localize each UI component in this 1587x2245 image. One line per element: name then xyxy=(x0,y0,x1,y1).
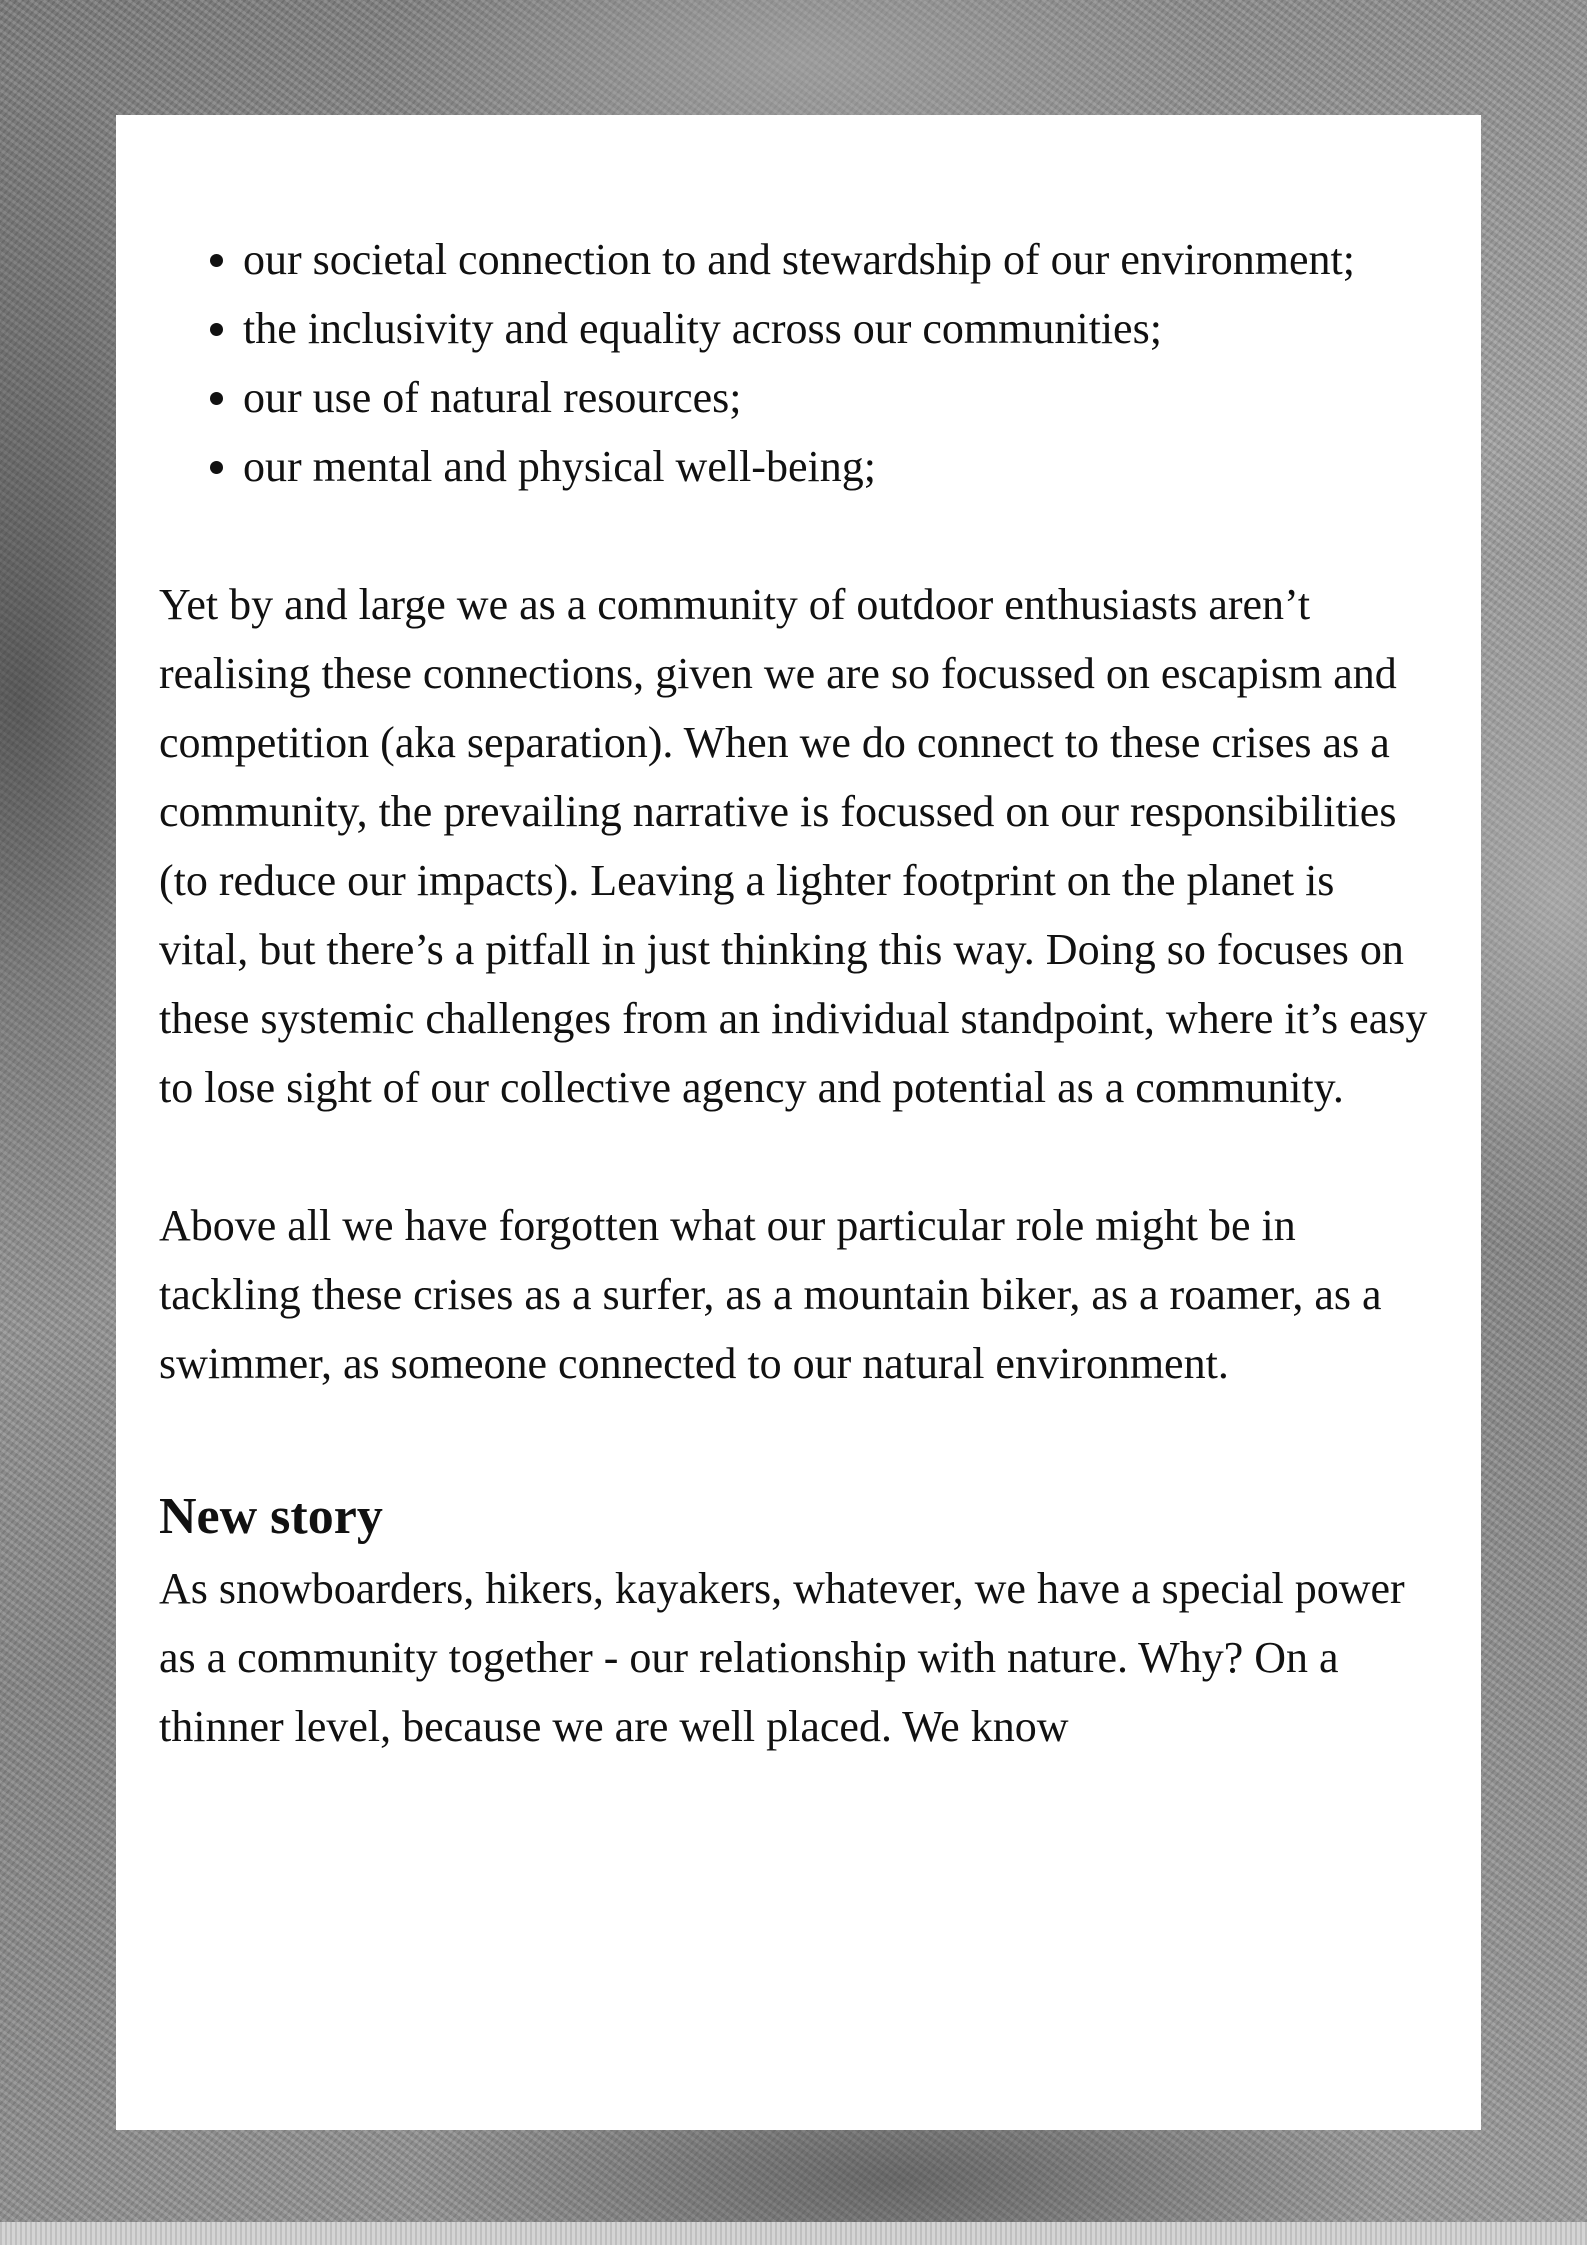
list-item: • our use of natural resources; xyxy=(243,363,1431,432)
bullet-list xyxy=(159,225,1431,501)
list-item: • our mental and physical well-being; xyxy=(243,432,1431,501)
document-page xyxy=(116,115,1481,2130)
section-paragraph: As snowboarders, hikers, kayakers, whatever, we have a special power as a community together - our relationship with nature. Why? On a thinner level, because we are well placed. We know xyxy=(159,1564,1405,1751)
list-item: • our societal connection to and stewardship of our environment; xyxy=(243,225,1431,294)
paragraph-role: Above all we have forgotten what our particular role might be in tackling these crises as a surfer, as a mountain biker, as a roamer, as a swimmer, as someone connected to our natural environment. xyxy=(159,1201,1382,1388)
list-item: • the inclusivity and equality across our communities; xyxy=(243,294,1431,363)
section-heading: New story xyxy=(159,1488,383,1545)
bottom-edge-strip xyxy=(0,2222,1587,2245)
paragraph-connections: Yet by and large we as a community of outdoor enthusiasts aren’t realising these connections, given we are so focussed on escapism and competition (aka separation). When we do connect to these crises as a community, the prevailing narrative is focussed on our responsibilities (to reduce our impacts). Leaving a lighter footprint on the planet is vital, but there’s a pitfall in just thinking this way. Doing so focuses on these systemic challenges from an individual standpoint, where it’s easy to lose sight of our collective agency and potential as a community. xyxy=(159,580,1428,1112)
